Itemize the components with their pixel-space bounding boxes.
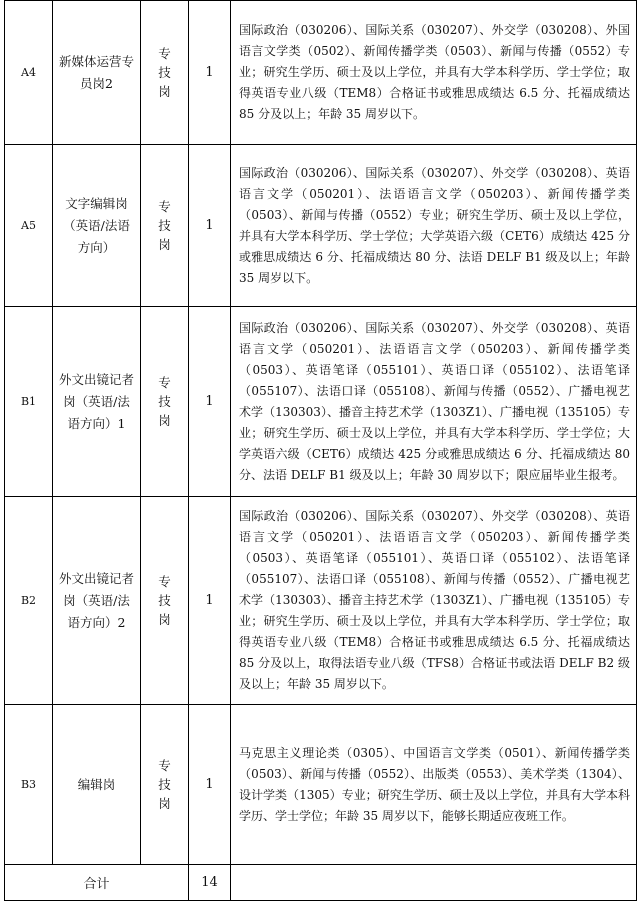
position-requirements: 国际政治（030206）、国际关系（030207）、外交学（030208）、英语语言文学（050201）、法语语言文学（050203）、新闻传播学类（0503）、英语笔译（055101）、英语口译（055102）、法语笔译（055107）、法语口译（055108）、新闻与传播（0552）、广播电视艺术学（130303）、播音主持艺术学（1303Z1）、广播电视（135105）专业；研究生学历、硕士及以上学位，并具有大学本科学历、学士学位；取得英语专业八级（TEM8）合格证书或雅思成绩达 6.5 分、托福成绩达 85 分及以上，取得法语专业八级（TFS8）合格证书或法语 DELF B2 级及以上；年龄 35 周岁以下。: [231, 497, 637, 705]
position-category: 专 技 岗: [141, 705, 189, 865]
position-requirements: 国际政治（030206）、国际关系（030207）、外交学（030208）、外国语言文学类（0502）、新闻传播学类（0503）、新闻与传播（0552）专业；研究生学历、硕士及以上学位，并具有大学本科学历、学士学位；取得英语专业八级（TEM8）合格证书或雅思成绩达 6.5 分、托福成绩达 85 分及以上；年龄 35 周岁以下。: [231, 1, 637, 145]
table-row: [5, 145, 637, 307]
table-row: [5, 1, 637, 145]
table-row: [5, 705, 637, 865]
position-category: 专 技 岗: [141, 497, 189, 705]
position-name: 外文出镜记者岗（英语/法语方向）2: [53, 497, 141, 705]
position-requirements: 马克思主义理论类（0305）、中国语言文学类（0501）、新闻传播学类（0503）、新闻与传播（0552）、出版类（0553）、美术学类（1304）、设计学类（1305）专业；研究生学历、硕士及以上学位，并具有大学本科学历、学士学位；年龄 35 周岁以下，能够长期适应夜班工作。: [231, 705, 637, 865]
position-category: 专 技 岗: [141, 1, 189, 145]
recruitment-table: [4, 0, 637, 901]
table-row: [5, 497, 637, 705]
total-label: 合计: [5, 865, 189, 901]
position-count: 1: [189, 145, 231, 307]
table-row: [5, 307, 637, 497]
position-name: 文字编辑岗（英语/法语方向）: [53, 145, 141, 307]
position-requirements: 国际政治（030206）、国际关系（030207）、外交学（030208）、英语语言文学（050201）、法语语言文学（050203）、新闻传播学类（0503）、新闻与传播（0552）专业；研究生学历、硕士及以上学位，并具有大学本科学历、学士学位；大学英语六级（CET6）成绩达 425 分或雅思成绩达 6 分、托福成绩达 80 分、法语 DELF B1 级及以上；年龄 35 周岁以下。: [231, 145, 637, 307]
position-count: 1: [189, 497, 231, 705]
position-code: A5: [5, 145, 53, 307]
position-code: B3: [5, 705, 53, 865]
position-count: 1: [189, 1, 231, 145]
position-count: 1: [189, 307, 231, 497]
position-count: 1: [189, 705, 231, 865]
position-code: A4: [5, 1, 53, 145]
position-category: 专 技 岗: [141, 145, 189, 307]
position-code: B2: [5, 497, 53, 705]
position-requirements: 国际政治（030206）、国际关系（030207）、外交学（030208）、英语语言文学（050201）、法语语言文学（050203）、新闻传播学类（0503）、英语笔译（055101）、英语口译（055102）、法语笔译（055107）、法语口译（055108）、新闻与传播（0552）、广播电视艺术学（130303）、播音主持艺术学（1303Z1）、广播电视（135105）专业；研究生学历、硕士及以上学位，并具有大学本科学历、学士学位；大学英语六级（CET6）成绩达 425 分或雅思成绩达 6 分、托福成绩达 80 分、法语 DELF B1 级及以上；年龄 30 周岁以下；限应届毕业生报考。: [231, 307, 637, 497]
position-code: B1: [5, 307, 53, 497]
total-empty-cell: [231, 865, 637, 901]
total-count: 14: [189, 865, 231, 901]
total-row: [5, 865, 637, 901]
position-category: 专 技 岗: [141, 307, 189, 497]
position-name: 新媒体运营专员岗2: [53, 1, 141, 145]
position-name: 编辑岗: [53, 705, 141, 865]
position-name: 外文出镜记者岗（英语/法语方向）1: [53, 307, 141, 497]
